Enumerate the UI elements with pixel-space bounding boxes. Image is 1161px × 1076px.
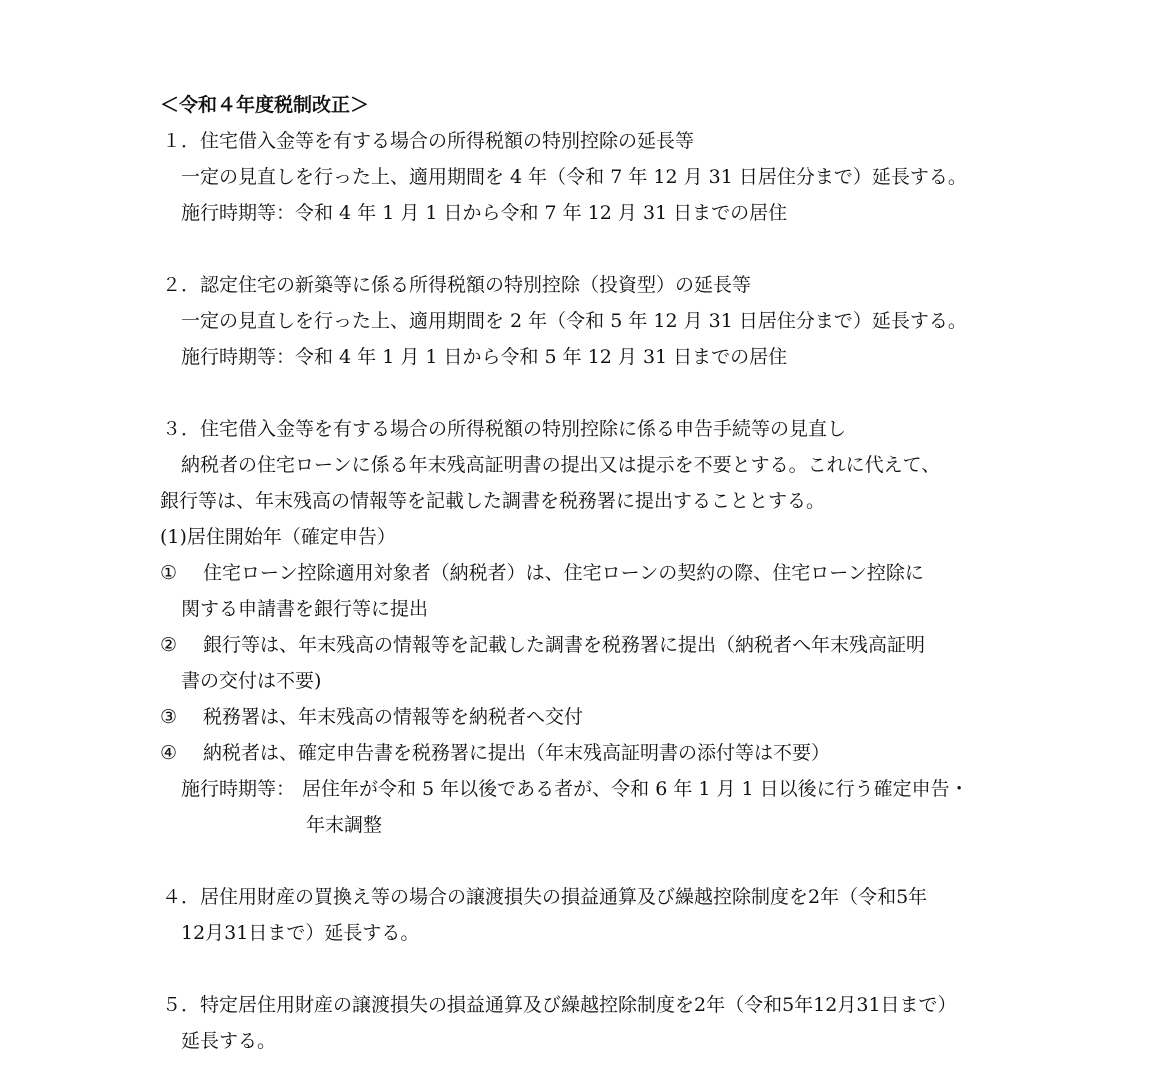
section-2-title: ２．認定住宅の新築等に係る所得税額の特別控除（投資型）の延長等: [162, 274, 752, 296]
section-3-body-line-1: 納税者の住宅ローンに係る年末残高証明書の提出又は提示を不要とする。これに代えて、: [181, 454, 941, 476]
section-2-body: 一定の見直しを行った上、適用期間を 2 年（令和 5 年 12 月 31 日居住分まで）延長する。: [181, 310, 967, 332]
section-3-effective-line-1: 居住年が令和 5 年以後である者が、令和 6 年 1 月 1 日以後に行う確定申告・: [302, 778, 969, 800]
item-4-marker: ④: [160, 742, 178, 764]
item-3-line-1: 税務署は、年末残高の情報等を納税者へ交付: [203, 706, 584, 728]
section-1-effective: 施行時期等：令和 4 年 1 月 1 日から令和 7 年 12 月 31 日までの居住: [181, 202, 788, 224]
item-2-line-1: 銀行等は、年末残高の情報等を記載した調書を税務署に提出（納税者へ年末残高証明: [203, 634, 926, 656]
document-heading: ＜令和４年度税制改正＞: [160, 94, 370, 116]
section-3-sub-heading: (1)居住開始年（確定申告）: [160, 526, 396, 548]
section-1-title: １．住宅借入金等を有する場合の所得税額の特別控除の延長等: [162, 130, 695, 152]
item-2-line-2: 書の交付は不要): [181, 670, 322, 692]
item-1-line-1: 住宅ローン控除適用対象者（納税者）は、住宅ローンの契約の際、住宅ローン控除に: [203, 562, 924, 584]
item-3-marker: ③: [160, 706, 178, 728]
item-4-line-1: 納税者は、確定申告書を税務署に提出（年末残高証明書の添付等は不要）: [203, 742, 831, 764]
section-4-line-1: ４．居住用財産の買換え等の場合の譲渡損失の損益通算及び繰越控除制度を2年（令和5年: [162, 886, 928, 908]
section-5-line-1: ５．特定居住用財産の譲渡損失の損益通算及び繰越控除制度を2年（令和5年12月31日まで）: [162, 994, 957, 1016]
item-2-marker: ②: [160, 634, 178, 656]
section-3-title: ３．住宅借入金等を有する場合の所得税額の特別控除に係る申告手続等の見直し: [162, 418, 847, 440]
item-1-marker: ①: [160, 562, 178, 584]
item-1-line-2: 関する申請書を銀行等に提出: [181, 598, 429, 620]
section-2-effective: 施行時期等：令和 4 年 1 月 1 日から令和 5 年 12 月 31 日までの居住: [181, 346, 788, 368]
section-4-line-2: 12月31日まで）延長する。: [181, 922, 420, 944]
section-3-effective-line-2: 年末調整: [306, 814, 383, 836]
section-3-effective-label: 施行時期等：: [181, 778, 296, 800]
section-3-body-line-2: 銀行等は、年末残高の情報等を記載した調書を税務署に提出することとする。: [160, 490, 826, 512]
section-5-line-2: 延長する。: [181, 1030, 277, 1052]
section-1-body: 一定の見直しを行った上、適用期間を 4 年（令和 7 年 12 月 31 日居住分まで）延長する。: [181, 166, 967, 188]
